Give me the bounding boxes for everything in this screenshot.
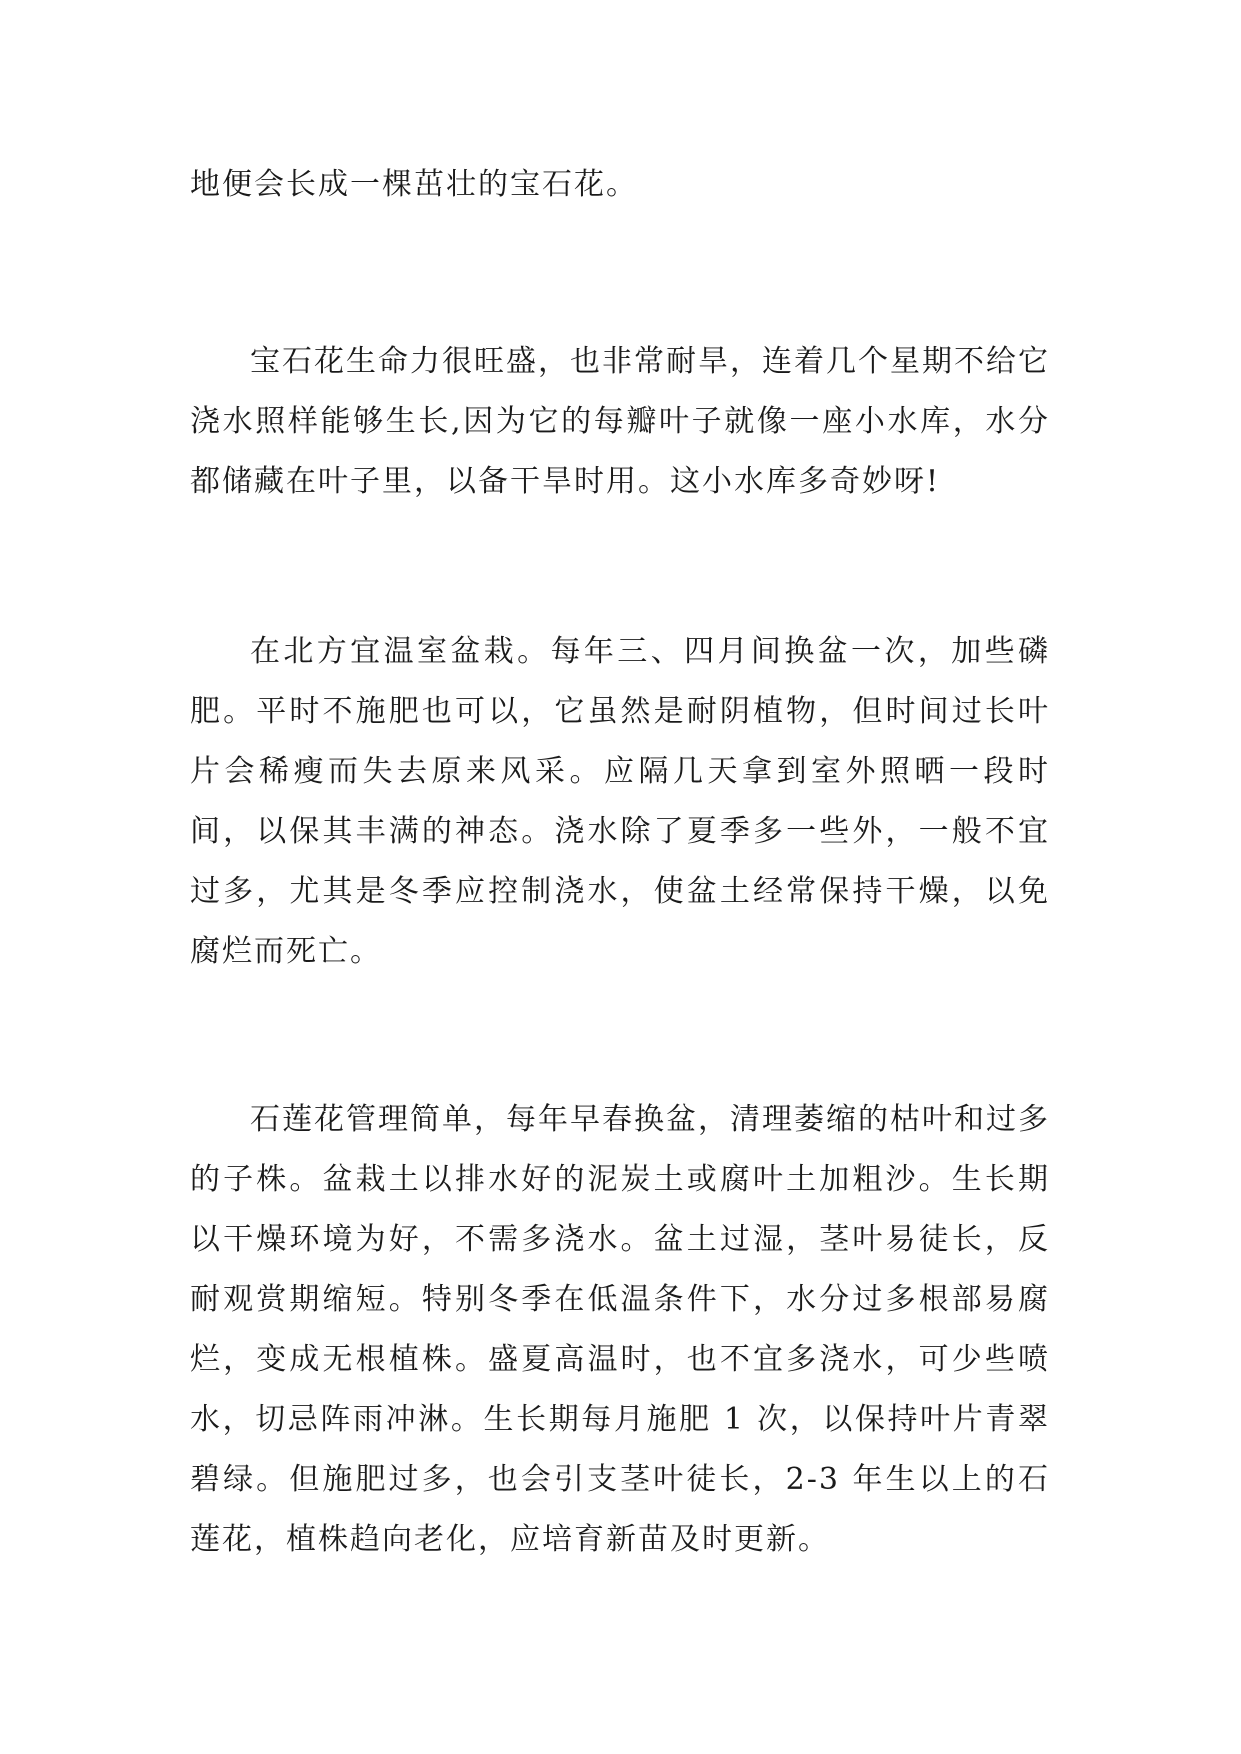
paragraph-drought-tolerance: 宝石花生命力很旺盛，也非常耐旱，连着几个星期不给它浇水照样能够生长,因为它的每瓣叶子就像一座小水库，水分都储藏在叶子里，以备干旱时用。这小水库多奇妙呀! [190, 344, 1050, 499]
paragraph-greenhouse-care: 在北方宜温室盆栽。每年三、四月间换盆一次，加些磷肥。平时不施肥也可以，它虽然是耐阴植物，但时间过长叶片会稀瘦而失去原来风采。应隔几天拿到室外照晒一段时间，以保其丰满的神态。浇水除了夏季多一些外，一般不宜过多，尤其是冬季应控制浇水，使盆土经常保持干燥，以免腐烂而死亡。 [190, 634, 1050, 969]
paragraph-continuation: 地便会长成一棵茁壮的宝石花。 [190, 167, 638, 202]
paragraph-management: 石莲花管理简单，每年早春换盆，清理萎缩的枯叶和过多的子株。盆栽土以排水好的泥炭土或腐叶土加粗沙。生长期以干燥环境为好，不需多浇水。盆土过湿，茎叶易徒长，反耐观赏期缩短。特别冬季在低温条件下，水分过多根部易腐烂，变成无根植株。盛夏高温时，也不宜多浇水，可少些喷水，切忌阵雨冲淋。生长期每月施肥 1 次，以保持叶片青翠碧绿。但施肥过多，也会引支茎叶徒长，2-3 年生以上的石莲花，植株趋向老化，应培育新苗及时更新。 [190, 1102, 1050, 1557]
